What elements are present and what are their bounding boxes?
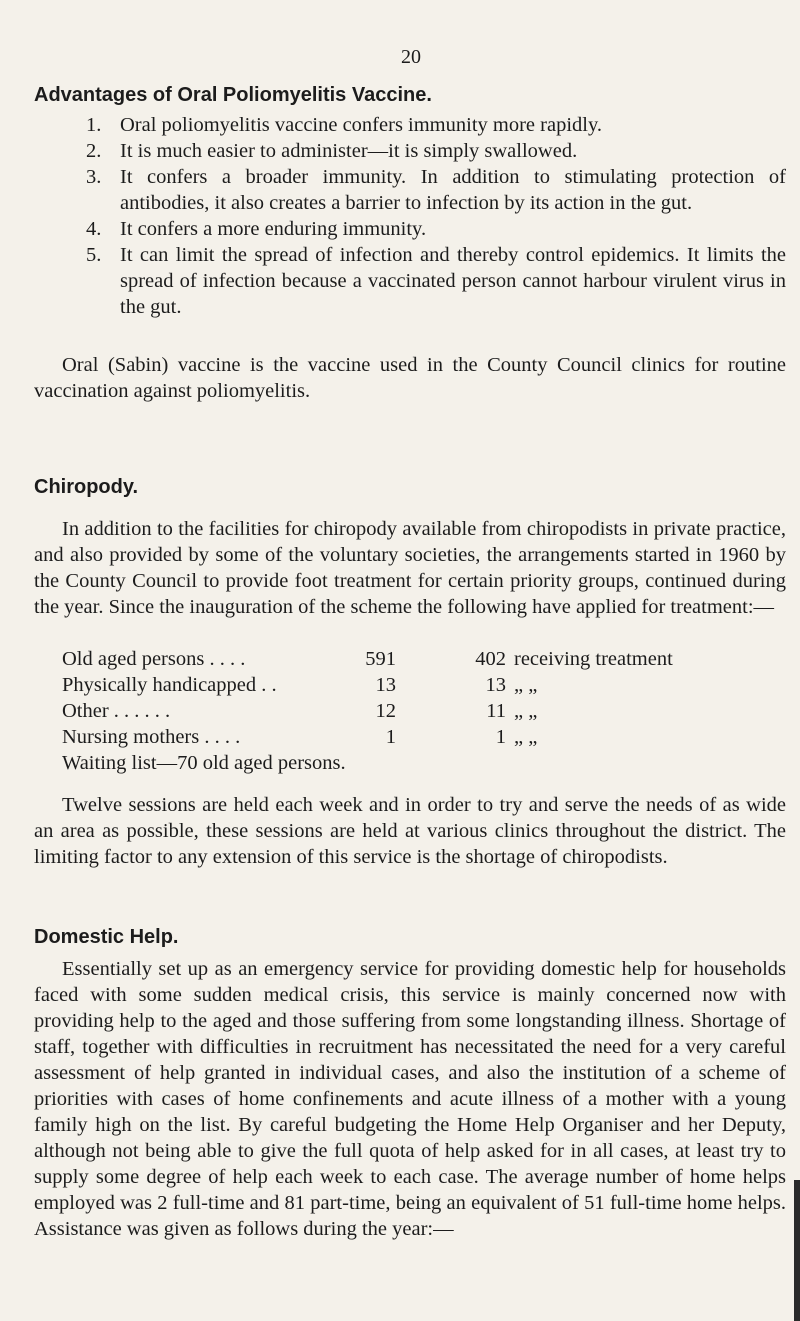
applied-count-cell: 12 bbox=[375, 700, 396, 722]
chiropody-table bbox=[62, 646, 784, 750]
table-row bbox=[62, 698, 784, 724]
list-item-text: It confers a more enduring immunity. bbox=[120, 218, 427, 240]
receiving-count-cell: 402 bbox=[475, 648, 506, 670]
list-item-text: It is much easier to administer—it is simply swallowed. bbox=[120, 140, 578, 162]
list-item-number: 5. bbox=[86, 244, 102, 266]
applied-count-cell: 591 bbox=[365, 648, 396, 670]
receiving-label-cell: „ „ bbox=[514, 674, 538, 696]
category-cell: Old aged persons . . . . bbox=[62, 648, 246, 670]
category-cell: Physically handicapped . . bbox=[62, 674, 277, 696]
receiving-count-cell: 1 bbox=[495, 726, 506, 748]
list-item-text: It confers a broader immunity. In addition to stimulating protection of antibodies, it also creates a barrier to infection by its action in the gut. bbox=[120, 166, 786, 214]
applied-count-cell: 1 bbox=[385, 726, 396, 748]
advantages-heading: Advantages of Oral Poliomyelitis Vaccine. bbox=[34, 84, 432, 106]
list-item-number: 2. bbox=[86, 140, 102, 162]
list-item bbox=[34, 216, 786, 242]
advantages-list bbox=[34, 112, 786, 320]
list-item-text: It can limit the spread of infection and thereby control epidemics. It limits the spread of infection because a vaccinated person cannot harbour virulent virus in the gut. bbox=[120, 244, 786, 318]
list-item bbox=[34, 164, 786, 216]
sabin-paragraph: Oral (Sabin) vaccine is the vaccine used in the County Council clinics for routine vaccination against poliomyelitis. bbox=[34, 354, 786, 402]
receiving-count-cell: 11 bbox=[486, 700, 506, 722]
receiving-count-cell: 13 bbox=[485, 674, 506, 696]
category-cell: Other . . . . . . bbox=[62, 700, 171, 722]
applied-count-cell: 13 bbox=[375, 674, 396, 696]
chiropody-heading: Chiropody. bbox=[34, 476, 139, 498]
table-row bbox=[62, 724, 784, 750]
chiropody-intro-paragraph: In addition to the facilities for chiropody available from chiropodists in private practice, and also provided by some of the voluntary societies, the arrangements started in 1960 by the County Council to provide foot treatment for certain priority groups, continued during the year. Since the inauguration of the scheme the following have applied for treatment:— bbox=[34, 518, 786, 618]
page-edge-shadow bbox=[794, 1180, 800, 1321]
page-number: 20 bbox=[401, 46, 421, 68]
domestic-help-paragraph: Essentially set up as an emergency service for providing domestic help for households faced with some sudden medical crisis, this service is mainly concerned now with providing help to the aged and those suffering from some longstanding illness. Shortage of staff, together with difficulties in recruitment has necessitated the need for a very careful assessment of help granted in individual cases, and also the institution of a scheme of priorities with cases of home confinements and acute illness of a mother with a young family high on the list. By careful budgeting the Home Help Organiser and her Deputy, although not being able to give the full quota of help asked for in all cases, at least try to supply some degree of help each week to each case. The average number of home helps employed was 2 full-time and 81 part-time, being an equivalent of 51 full-time home helps. Assistance was given as follows during the year:— bbox=[34, 958, 786, 1240]
list-item bbox=[34, 242, 786, 320]
receiving-label-cell: receiving treatment bbox=[514, 648, 673, 670]
list-item-text: Oral poliomyelitis vaccine confers immunity more rapidly. bbox=[120, 114, 603, 136]
list-item-number: 3. bbox=[86, 166, 102, 188]
list-item-number: 4. bbox=[86, 218, 102, 240]
table-row bbox=[62, 646, 784, 672]
category-cell: Nursing mothers . . . . bbox=[62, 726, 241, 748]
list-item bbox=[34, 138, 786, 164]
chiropody-sessions-paragraph: Twelve sessions are held each week and in order to try and serve the needs of as wide an area as possible, these sessions are held at various clinics throughout the district. The limiting factor to any extension of this service is the shortage of chiropodists. bbox=[34, 794, 786, 868]
receiving-label-cell: „ „ bbox=[514, 726, 538, 748]
receiving-label-cell: „ „ bbox=[514, 700, 538, 722]
domestic-help-heading: Domestic Help. bbox=[34, 926, 179, 948]
table-row bbox=[62, 672, 784, 698]
list-item-number: 1. bbox=[86, 114, 102, 136]
list-item bbox=[34, 112, 786, 138]
waiting-list-line: Waiting list—70 old aged persons. bbox=[62, 752, 346, 774]
